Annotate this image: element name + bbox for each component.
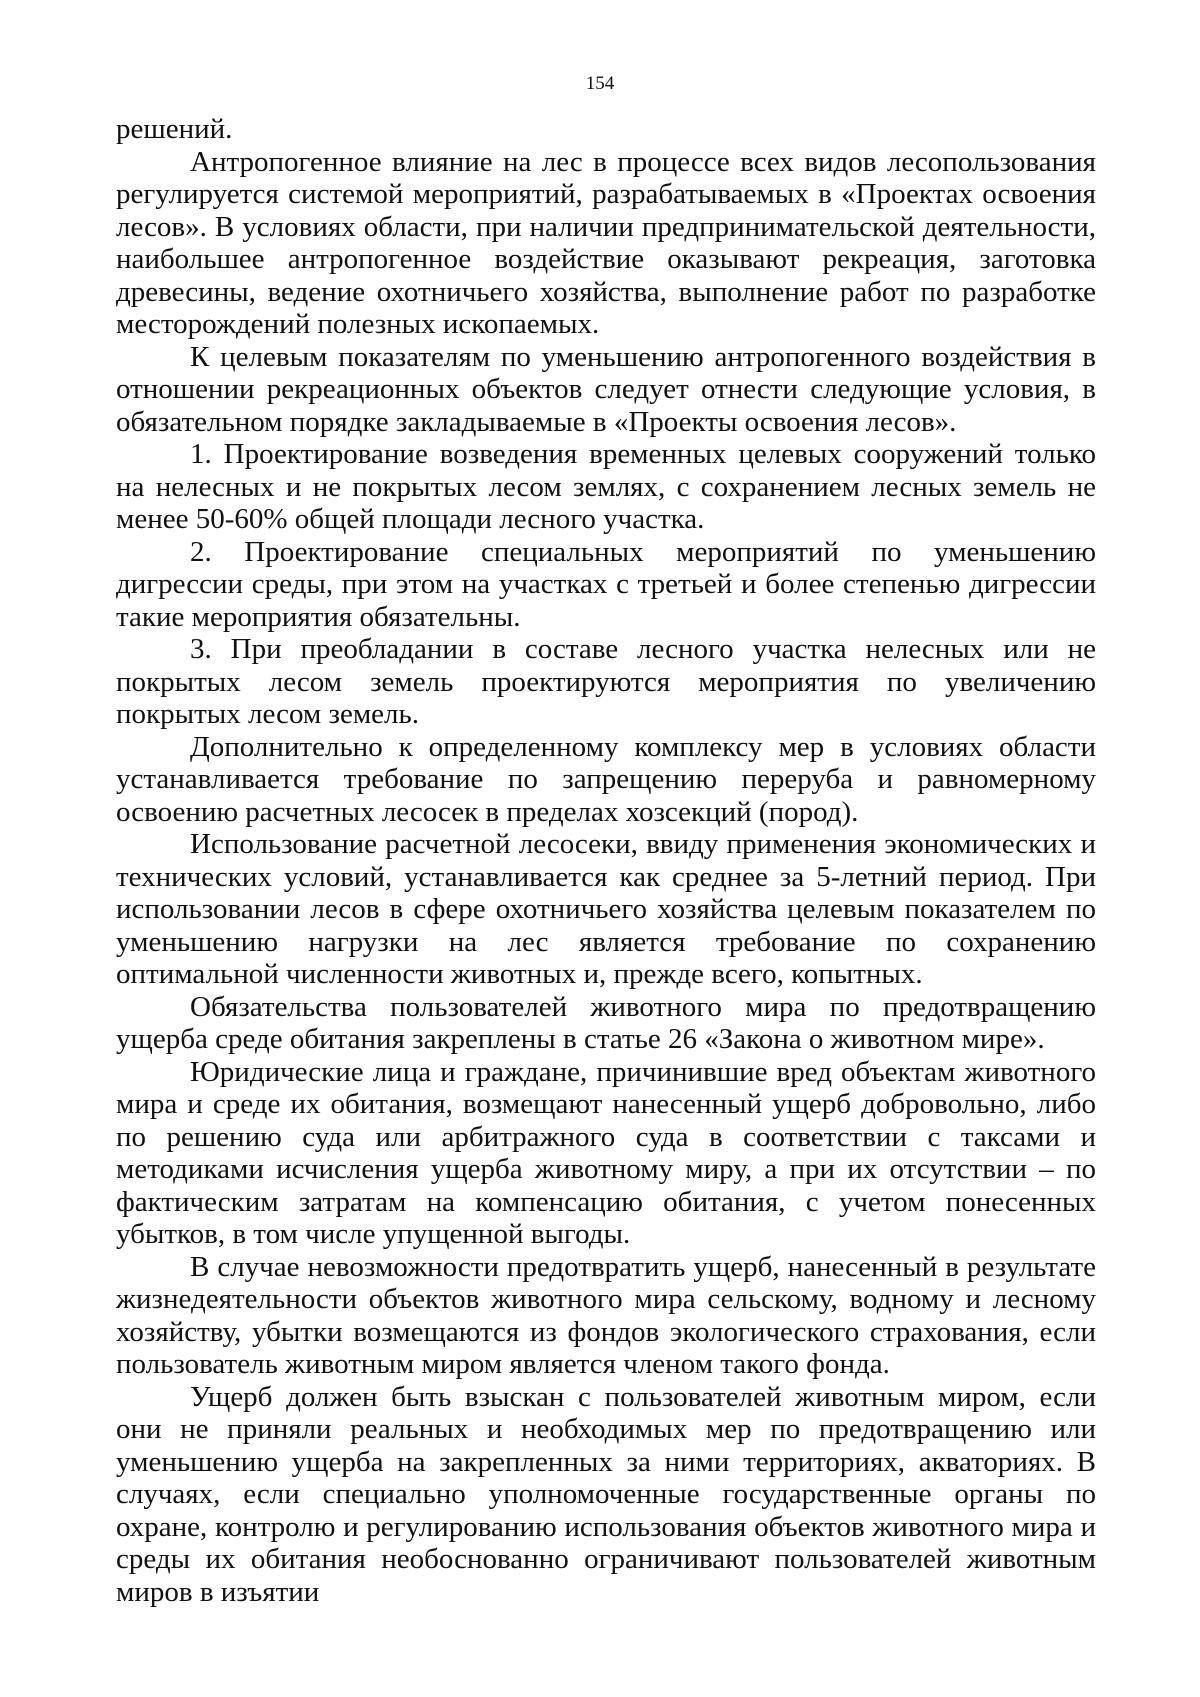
paragraph-anthropogenic-influence: Антропогенное влияние на лес в процессе всех видов лесопользования регулируется системой мероприятий, разрабатываемых в «Проектах освоения лесов». В условиях области, при наличии предпринимательской деятельности, наибольшее антропогенное воздействие оказывают рекреация, заготовка древесины, ведение охотничьего хозяйства, выполнение работ по разработке месторождений полезных ископаемых. [116, 145, 1096, 340]
paragraph-continuation: решений. [116, 113, 233, 145]
list-item-1: 1. Проектирование возведения временных целевых сооружений только на нелесных и не покрытых лесом землях, с сохранением лесных земель не менее 50-60% общей площади лесного участка. [116, 438, 1096, 535]
list-item-3: 3. При преобладании в составе лесного участка нелесных или не покрытых лесом земель проектируются мероприятия по увеличению покрытых лесом земель. [116, 633, 1096, 730]
list-item-2: 2. Проектирование специальных мероприятий по уменьшению дигрессии среды, при этом на участках с третьей и более степенью дигрессии такие мероприятия обязательны. [116, 535, 1096, 633]
paragraph-additional-requirements: Дополнительно к определенному комплексу мер в условиях области устанавливается требование по запрещению переруба и равномерному освоению расчетных лесосек в пределах хозсекций (пород). [116, 730, 1096, 828]
paragraph-legal-entities: Юридические лица и граждане, причинившие вред объектам животного мира и среде их обитания, возмещают нанесенный ущерб добровольно, либо по решению суда или арбитражного суда в соответствии с таксами и методиками исчисления ущерба животному миру, а при их отсутствии – по фактическим затратам на компенсацию обитания, с учетом понесенных убытков, в том числе упущенной выгоды. [116, 1055, 1096, 1250]
paragraph-target-indicators: К целевым показателям по уменьшению антропогенного воздействия в отношении рекреационных объектов следует отнести следующие условия, в обязательном порядке закладываемые в «Проекты освоения лесов». [116, 340, 1096, 438]
paragraph-damage-recovery: Ущерб должен быть взыскан с пользователей животным миром, если они не приняли реальных и необходимых мер по предотвращению или уменьшению ущерба на закрепленных за ними территориях, акваториях. В случаях, если специально уполномоченные государственные органы по охране, контролю и регулированию использования объектов животного мира и среды их обитания необоснованно ограничивают пользователей животным миров в изъятии [116, 1380, 1096, 1608]
paragraph-cutting-area-usage: Использование расчетной лесосеки, ввиду применения экономических и технических условий, устанавливается как среднее за 5-летний период. При использовании лесов в сфере охотничьего хозяйства целевым показателем по уменьшению нагрузки на лес является требование по сохранению оптимальной численности животных и, прежде всего, копытных. [116, 828, 1096, 990]
paragraph-obligations: Обязательства пользователей животного мира по предотвращению ущерба среде обитания закреплены в статье 26 «Закона о животном мире». [116, 990, 1096, 1055]
page-number: 154 [585, 73, 615, 94]
body-text [116, 113, 1096, 1608]
paragraph-insurance: В случае невозможности предотвратить ущерб, нанесенный в результате жизнедеятельности объектов животного мира сельскому, водному и лесному хозяйству, убытки возмещаются из фондов экологического страхования, если пользователь животным миром является членом такого фонда. [116, 1250, 1096, 1380]
